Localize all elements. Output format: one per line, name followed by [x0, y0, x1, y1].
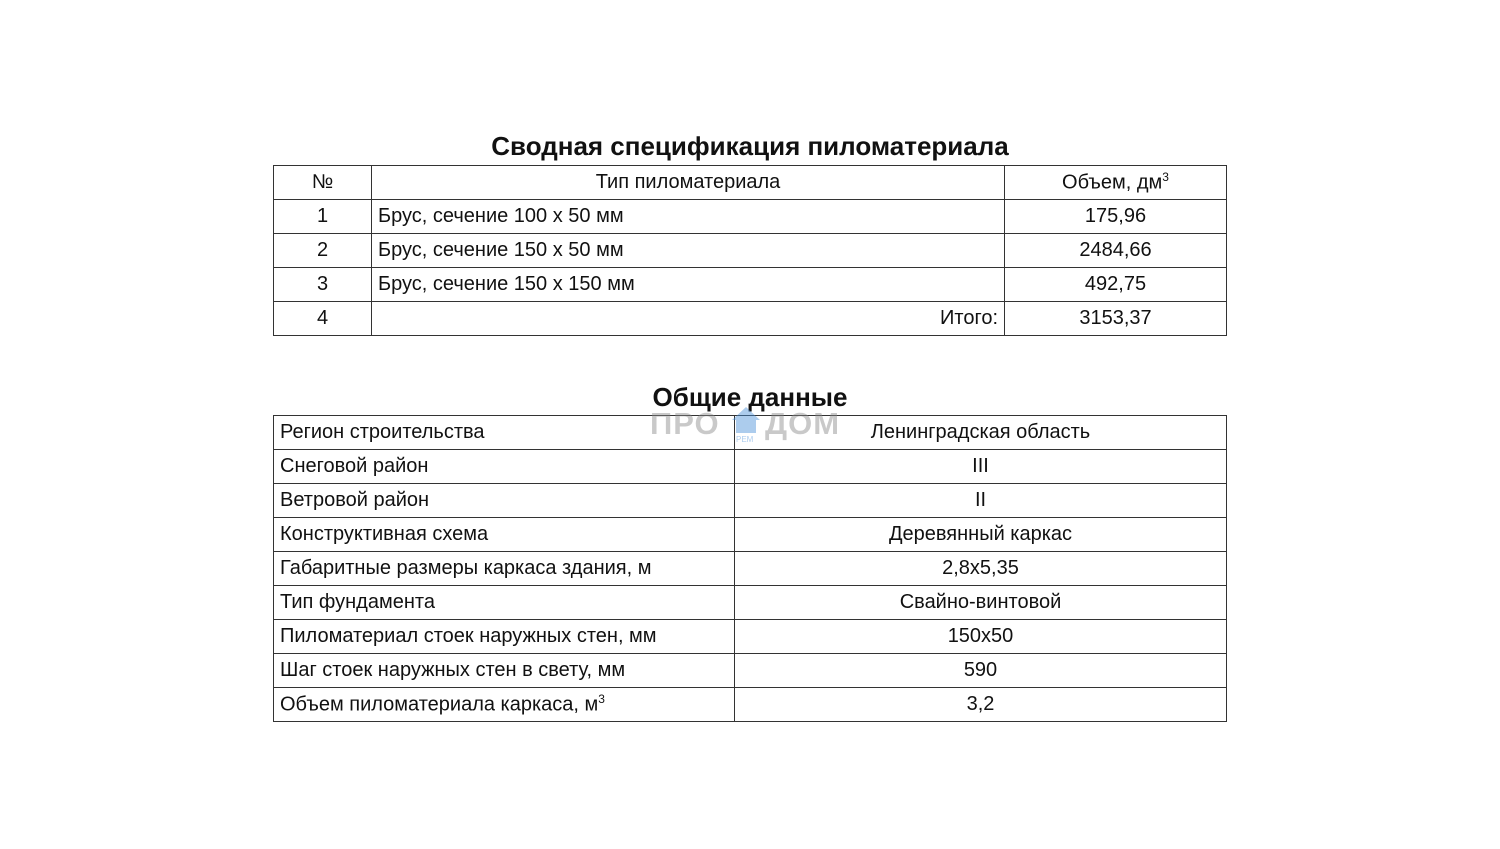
row-label-text: Габаритные размеры каркаса здания, м: [280, 557, 652, 579]
table-row: [274, 200, 1227, 234]
table-row: [274, 416, 1227, 450]
row-value: 3,2: [735, 688, 1227, 722]
row-label-text: Регион строительства: [280, 421, 485, 443]
row-label-text: Снеговой район: [280, 455, 429, 477]
row-value: 150х50: [735, 620, 1227, 654]
table-row: [274, 518, 1227, 552]
row-value: III: [735, 450, 1227, 484]
table-row: [274, 268, 1227, 302]
header-type: Тип пиломатериала: [372, 166, 1005, 200]
row-value: 590: [735, 654, 1227, 688]
row-label: [274, 484, 735, 518]
header-volume-sup: 3: [1162, 170, 1169, 185]
row-label: [274, 416, 735, 450]
table-row: [274, 450, 1227, 484]
header-number: №: [274, 166, 372, 200]
row-label: [274, 552, 735, 586]
table-row: [274, 688, 1227, 722]
row-volume: 2484,66: [1005, 234, 1227, 268]
total-volume: 3153,37: [1005, 302, 1227, 336]
row-label-text: Ветровой район: [280, 489, 430, 511]
table-row: [274, 654, 1227, 688]
table-row: [274, 620, 1227, 654]
lumber-spec-table: [273, 165, 1227, 336]
total-row: [274, 302, 1227, 336]
row-value: Деревянный каркас: [735, 518, 1227, 552]
row-type: Брус, сечение 150 х 150 мм: [372, 268, 1005, 302]
row-number: 3: [274, 268, 372, 302]
table-row: [274, 234, 1227, 268]
row-number: 2: [274, 234, 372, 268]
general-data-title: Общие данные: [652, 382, 848, 412]
row-label: [274, 518, 735, 552]
row-volume: 175,96: [1005, 200, 1227, 234]
watermark-sub-text: РЕМ: [736, 435, 754, 444]
row-value: Свайно-винтовой: [735, 586, 1227, 620]
row-volume: 492,75: [1005, 268, 1227, 302]
watermark-right-text: ДОМ: [765, 406, 841, 441]
general-data-table: [273, 415, 1227, 722]
row-label: [274, 450, 735, 484]
table-header-row: [274, 166, 1227, 200]
row-label-text: Конструктивная схема: [280, 523, 489, 545]
row-label-text: Шаг стоек наружных стен в свету, мм: [280, 659, 626, 681]
row-number: 1: [274, 200, 372, 234]
spec-title: Сводная спецификация пиломатериала: [491, 131, 1009, 161]
row-label-text: Объем пиломатериала каркаса, м: [280, 693, 599, 716]
row-type: Брус, сечение 100 х 50 мм: [372, 200, 1005, 234]
row-value: 2,8х5,35: [735, 552, 1227, 586]
total-number: 4: [274, 302, 372, 336]
row-label-sup: 3: [598, 692, 605, 707]
table-row: [274, 552, 1227, 586]
watermark-left-text: ПРО: [650, 406, 720, 441]
total-label: Итого:: [372, 302, 1005, 336]
table-row: [274, 586, 1227, 620]
row-type: Брус, сечение 150 х 50 мм: [372, 234, 1005, 268]
row-label: [274, 586, 735, 620]
row-label: [274, 620, 735, 654]
header-volume: [1005, 166, 1227, 200]
row-label-text: Тип фундамента: [280, 591, 435, 613]
row-label: [274, 654, 735, 688]
header-volume-text: Объем, дм: [1062, 171, 1163, 194]
row-label-text: Пиломатериал стоек наружных стен, мм: [280, 625, 657, 647]
row-value: Ленинградская область: [735, 416, 1227, 450]
row-label: [274, 688, 735, 722]
table-row: [274, 484, 1227, 518]
row-value: II: [735, 484, 1227, 518]
